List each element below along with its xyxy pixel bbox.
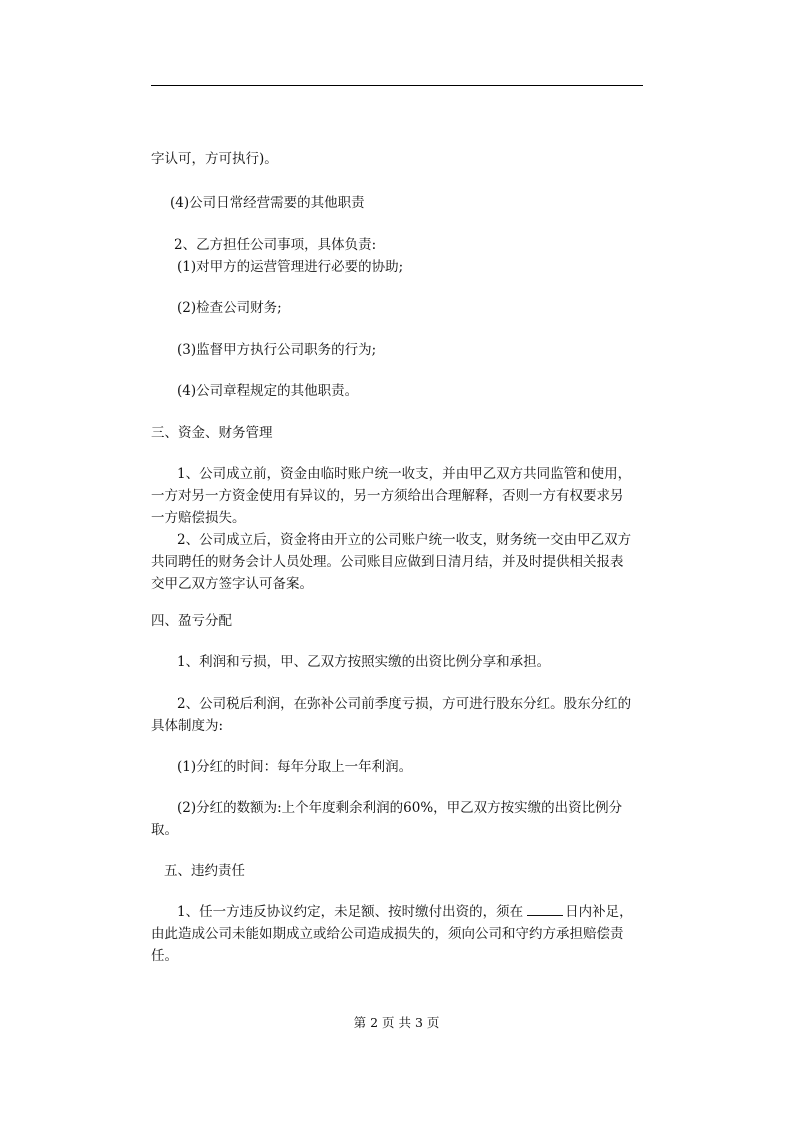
section-heading: 四、盈亏分配 xyxy=(151,613,232,629)
list-item: (2)检查公司财务; xyxy=(177,300,282,316)
section-heading: 三、资金、财务管理 xyxy=(151,425,273,441)
header-rule xyxy=(151,85,643,86)
section-heading: 五、违约责任 xyxy=(164,863,245,879)
paragraph-line: 一方对另一方资金使用有异议的，另一方须给出合理解释，否则一方有权要求另 xyxy=(151,488,624,504)
paragraph-line: 2、公司成立后，资金将由开立的公司账户统一收支，财务统一交由甲乙双方 xyxy=(177,532,632,548)
fill-in-blank xyxy=(527,901,563,916)
list-item: (2)分红的数额为:上个年度剩余利润的60%，甲乙双方按实缴的出资比例分 xyxy=(177,800,623,816)
paragraph-line: 由此造成公司未能如期成立或给公司造成损失的，须向公司和守约方承担赔偿责 xyxy=(151,926,624,942)
page-footer: 第 2 页 共 3 页 xyxy=(353,1015,440,1030)
paragraph-line xyxy=(177,901,633,923)
paragraph-line: 1、利润和亏损，甲、乙双方按照实缴的出资比例分享和承担。 xyxy=(177,654,551,670)
paragraph-text: 日内补足， xyxy=(565,904,633,920)
paragraph-line: 具体制度为: xyxy=(151,718,224,734)
paragraph-line: 字认可，方可执行)。 xyxy=(151,151,278,167)
paragraph-line: 交甲乙双方签字认可备案。 xyxy=(151,576,313,592)
paragraph-text: 1、任一方违反协议约定，未足额、按时缴付出资的，须在 xyxy=(177,904,524,920)
paragraph-line: 任。 xyxy=(151,948,178,964)
list-item: (1)分红的时间：每年分取上一年利润。 xyxy=(177,759,413,775)
list-item: (1)对甲方的运营管理进行必要的协助; xyxy=(177,259,404,275)
list-item: (4)公司日常经营需要的其他职责 xyxy=(170,195,365,211)
paragraph-line: 2、公司税后利润，在弥补公司前季度亏损，方可进行股东分红。股东分红的 xyxy=(177,696,632,712)
paragraph-line: 2、乙方担任公司事项，具体负责: xyxy=(174,237,377,253)
list-item: (3)监督甲方执行公司职务的行为; xyxy=(177,342,377,358)
paragraph-line: 取。 xyxy=(151,822,178,838)
paragraph-line: 1、公司成立前，资金由临时账户统一收支，并由甲乙双方共同监管和使用， xyxy=(177,466,632,482)
paragraph-line: 共同聘任的财务会计人员处理。公司账目应做到日清月结，并及时提供相关报表 xyxy=(151,554,624,570)
paragraph-line: 一方赔偿损失。 xyxy=(151,510,246,526)
list-item: (4)公司章程规定的其他职责。 xyxy=(177,383,359,399)
